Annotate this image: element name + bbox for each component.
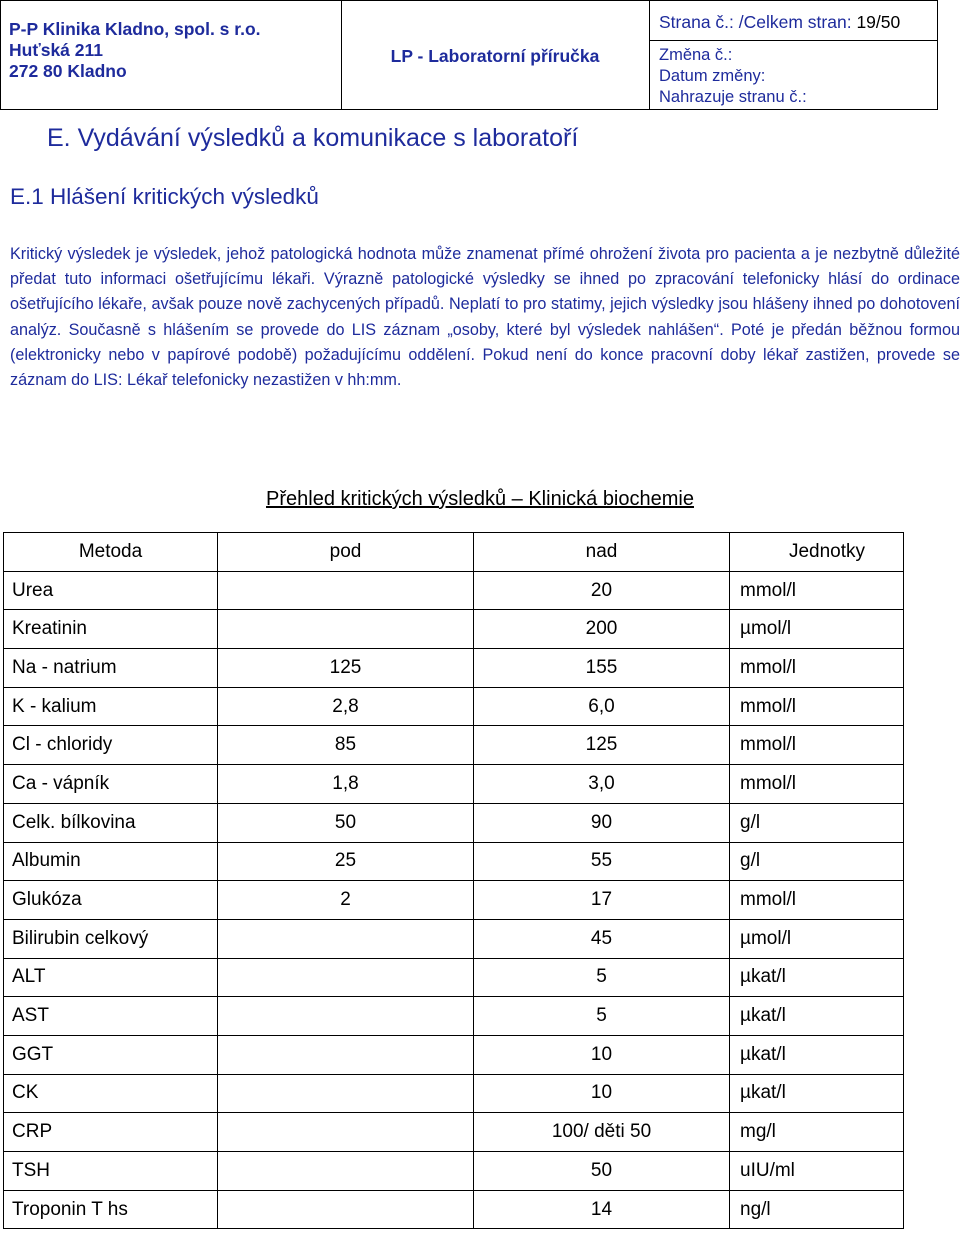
- table-title: [0, 488, 960, 511]
- cell-units: mmol/l: [730, 881, 904, 920]
- cell-above: 17: [474, 881, 730, 920]
- table-row: [4, 842, 904, 881]
- cell-below: 2,8: [218, 687, 474, 726]
- cell-units: µkat/l: [730, 958, 904, 997]
- cell-method: GGT: [4, 1035, 218, 1074]
- change-number-label: Změna č.:: [659, 46, 733, 64]
- cell-units: µkat/l: [730, 1035, 904, 1074]
- column-header-units: Jednotky: [730, 533, 904, 572]
- table-row: [4, 1190, 904, 1229]
- cell-above: 55: [474, 842, 730, 881]
- body-paragraph: Kritický výsledek je výsledek, jehož patologická hodnota může znamenat přímé ohrožení života pro pacienta a je nezbytně důležité předat tuto informaci ošetřujícímu lékaři. Výrazně patologické výsledky se ihned po zpracování telefonicky hlásí do ordinace ošetřujícího lékaře, avšak pouze nově zachycených případů. Neplatí to pro statimy, jejich výsledky jsou hlášeny ihned po dohotovení analýz. Současně s hlášením se provede do LIS záznam „osoby, které byl výsledek nahlášen“. Poté je předán běžnou formou (elektronicky nebo v papírové podobě) požadujícímu oddělení. Pokud není do konce pracovní doby lékař zastižen, provede se záznam do LIS: Lékař telefonicky nezastižen v hh:mm.: [10, 245, 960, 390]
- cell-units: µmol/l: [730, 610, 904, 649]
- table-row: [4, 958, 904, 997]
- cell-above: 5: [474, 958, 730, 997]
- table-row: [4, 765, 904, 804]
- table-row: [4, 571, 904, 610]
- cell-above: 14: [474, 1190, 730, 1229]
- cell-method: Albumin: [4, 842, 218, 881]
- header-divider: [649, 1, 650, 109]
- organization-block: [9, 19, 261, 82]
- cell-above: 20: [474, 571, 730, 610]
- critical-results-table: [3, 532, 904, 1229]
- table-header-row: [4, 533, 904, 572]
- table-row: [4, 1113, 904, 1152]
- cell-below: 125: [218, 649, 474, 688]
- cell-below: [218, 571, 474, 610]
- cell-method: Bilirubin celkový: [4, 919, 218, 958]
- table-row: [4, 997, 904, 1036]
- cell-units: mmol/l: [730, 571, 904, 610]
- document-title: LP - Laboratorní příručka: [390, 46, 600, 66]
- column-header-below: pod: [218, 533, 474, 572]
- cell-below: [218, 958, 474, 997]
- cell-below: [218, 997, 474, 1036]
- cell-above: 155: [474, 649, 730, 688]
- cell-units: mmol/l: [730, 765, 904, 804]
- cell-method: Celk. bílkovina: [4, 803, 218, 842]
- cell-method: K - kalium: [4, 687, 218, 726]
- cell-above: 125: [474, 726, 730, 765]
- table-row: [4, 726, 904, 765]
- cell-below: [218, 1190, 474, 1229]
- table-title-text: Přehled kritických výsledků – Klinická biochemie: [266, 488, 694, 510]
- table-row: [4, 919, 904, 958]
- cell-above: 6,0: [474, 687, 730, 726]
- org-city: 272 80 Kladno: [9, 61, 127, 81]
- cell-method: CRP: [4, 1113, 218, 1152]
- cell-method: CK: [4, 1074, 218, 1113]
- table-row: [4, 881, 904, 920]
- section-title: E. Vydávání výsledků a komunikace s laboratoří: [47, 124, 579, 152]
- cell-above: 10: [474, 1074, 730, 1113]
- cell-method: Cl - chloridy: [4, 726, 218, 765]
- page-counter-label: Strana č.: /Celkem stran:: [659, 12, 852, 32]
- cell-below: [218, 1113, 474, 1152]
- cell-units: mg/l: [730, 1113, 904, 1152]
- cell-above: 10: [474, 1035, 730, 1074]
- cell-method: TSH: [4, 1152, 218, 1191]
- cell-below: [218, 1152, 474, 1191]
- table-row: [4, 1035, 904, 1074]
- cell-below: 25: [218, 842, 474, 881]
- org-street: Huťská 211: [9, 40, 104, 60]
- cell-units: mmol/l: [730, 687, 904, 726]
- cell-method: AST: [4, 997, 218, 1036]
- cell-above: 45: [474, 919, 730, 958]
- cell-units: g/l: [730, 803, 904, 842]
- cell-method: Kreatinin: [4, 610, 218, 649]
- cell-method: Na - natrium: [4, 649, 218, 688]
- subsection-title: E.1 Hlášení kritických výsledků: [10, 184, 319, 209]
- cell-above: 5: [474, 997, 730, 1036]
- cell-above: 50: [474, 1152, 730, 1191]
- cell-below: 2: [218, 881, 474, 920]
- cell-units: ng/l: [730, 1190, 904, 1229]
- cell-below: 1,8: [218, 765, 474, 804]
- cell-above: 90: [474, 803, 730, 842]
- revision-block: [659, 45, 807, 108]
- table-row: [4, 610, 904, 649]
- table-row: [4, 803, 904, 842]
- cell-method: Glukóza: [4, 881, 218, 920]
- table-row: [4, 1074, 904, 1113]
- column-header-method: Metoda: [4, 533, 218, 572]
- cell-method: Troponin T hs: [4, 1190, 218, 1229]
- page-counter-value: 19/50: [856, 12, 901, 32]
- cell-above: 100/ děti 50: [474, 1113, 730, 1152]
- cell-above: 3,0: [474, 765, 730, 804]
- cell-below: 50: [218, 803, 474, 842]
- cell-method: Ca - vápník: [4, 765, 218, 804]
- table-row: [4, 649, 904, 688]
- cell-method: Urea: [4, 571, 218, 610]
- cell-below: [218, 1035, 474, 1074]
- cell-units: mmol/l: [730, 726, 904, 765]
- header-divider: [649, 40, 937, 41]
- page-counter: [659, 12, 900, 33]
- cell-below: [218, 919, 474, 958]
- column-header-above: nad: [474, 533, 730, 572]
- page-header: [0, 0, 938, 110]
- org-name: P-P Klinika Kladno, spol. s r.o.: [9, 19, 261, 39]
- cell-method: ALT: [4, 958, 218, 997]
- cell-units: uIU/ml: [730, 1152, 904, 1191]
- cell-units: g/l: [730, 842, 904, 881]
- cell-below: [218, 1074, 474, 1113]
- table-row: [4, 1152, 904, 1191]
- cell-units: µmol/l: [730, 919, 904, 958]
- change-date-label: Datum změny:: [659, 67, 766, 85]
- cell-units: mmol/l: [730, 649, 904, 688]
- cell-above: 200: [474, 610, 730, 649]
- cell-units: µkat/l: [730, 1074, 904, 1113]
- cell-units: µkat/l: [730, 997, 904, 1036]
- cell-below: 85: [218, 726, 474, 765]
- replaces-page-label: Nahrazuje stranu č.:: [659, 88, 807, 106]
- table-row: [4, 687, 904, 726]
- cell-below: [218, 610, 474, 649]
